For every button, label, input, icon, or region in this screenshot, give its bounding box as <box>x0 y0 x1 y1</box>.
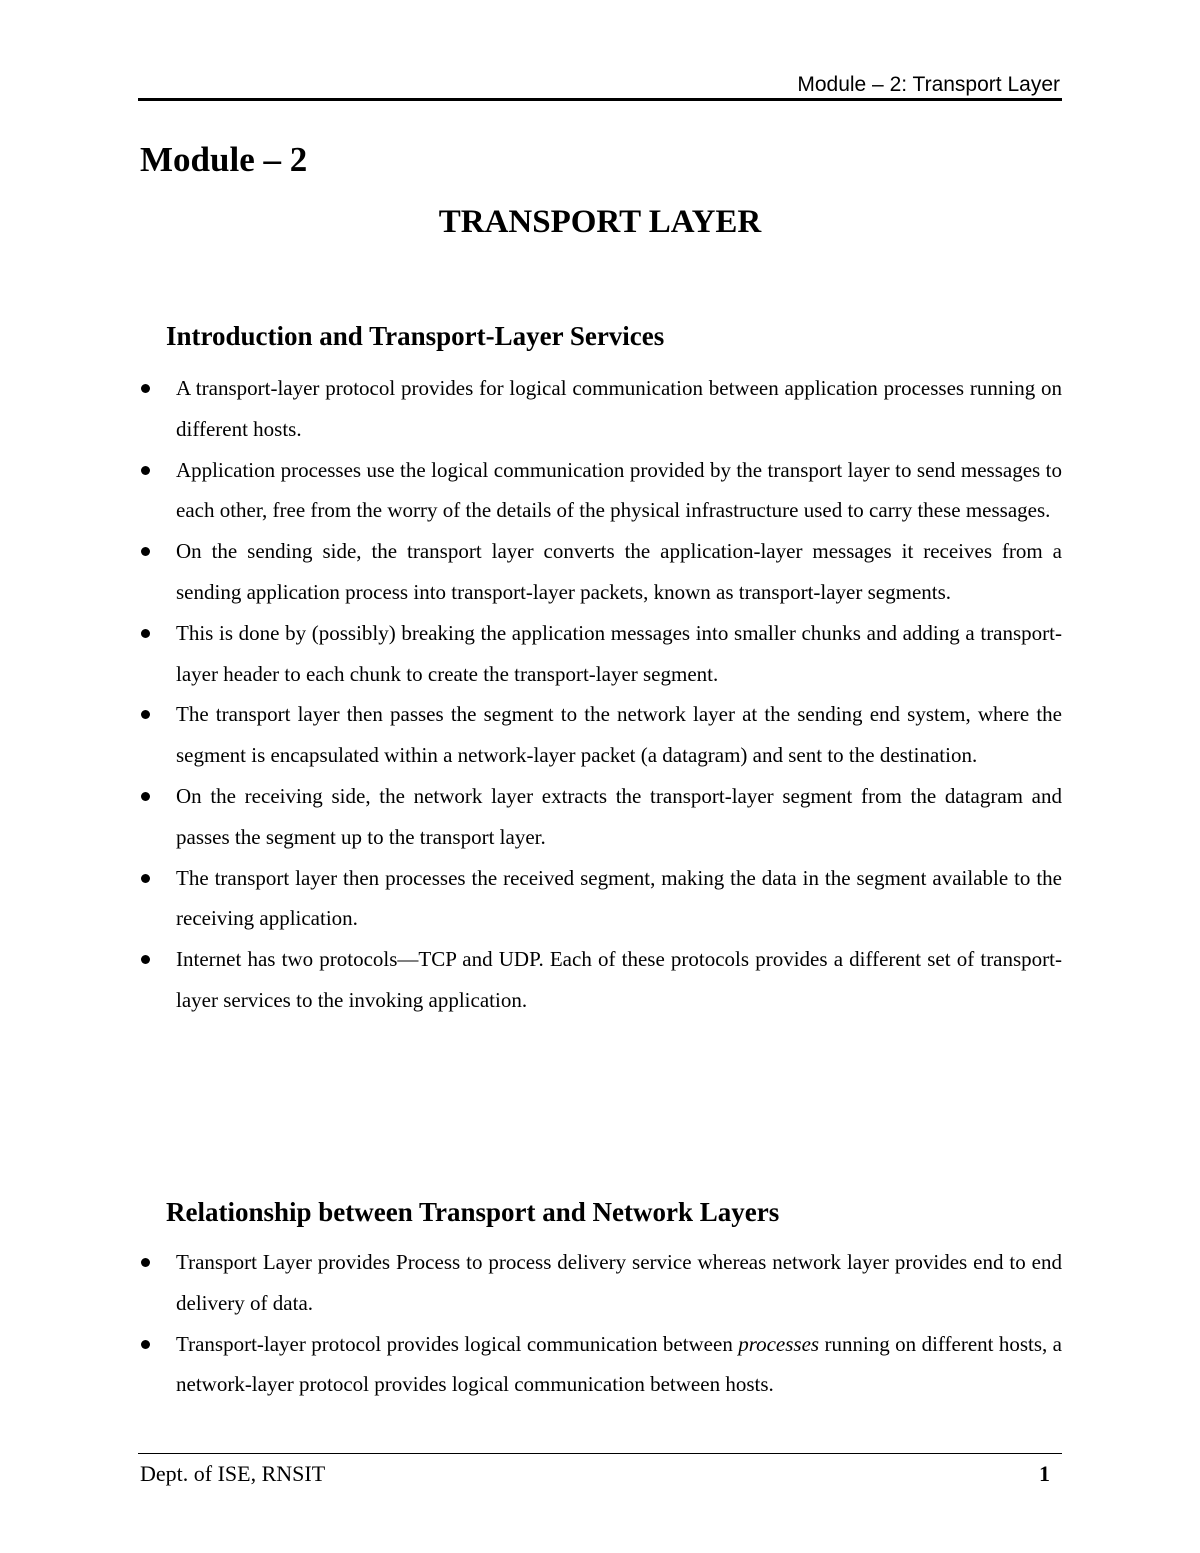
section-heading: Introduction and Transport-Layer Services <box>166 321 665 351</box>
list-item <box>140 694 1062 776</box>
list-item <box>140 939 1062 1021</box>
bullet-list <box>140 368 1062 1021</box>
list-item-text-after: running on different hosts, a network-layer protocol provides logical communication between hosts. <box>176 1331 1062 1397</box>
document-title: TRANSPORT LAYER <box>438 204 762 240</box>
list-item <box>140 1324 1062 1406</box>
bullet-icon <box>141 629 150 638</box>
list-item-text: On the receiving side, the network layer extracts the transport-layer segment from the datagram and passes the segment up to the transport layer. <box>176 783 1062 849</box>
list-item-text: On the sending side, the transport layer converts the application-layer messages it receives from a sending application process into transport-layer packets, known as transport-layer segments. <box>176 539 1062 604</box>
list-item <box>140 368 1062 450</box>
bullet-icon <box>141 466 150 475</box>
bullet-icon <box>141 710 150 719</box>
list-item <box>140 776 1062 858</box>
module-title: Module – 2 <box>140 140 308 179</box>
page-number: 1 <box>1039 1461 1050 1486</box>
list-item <box>140 613 1062 695</box>
header-rule <box>138 98 1062 101</box>
section-heading: Relationship between Transport and Network Layers <box>166 1197 780 1227</box>
list-item <box>140 1242 1062 1324</box>
bullet-icon <box>141 1340 150 1349</box>
list-item <box>140 450 1062 532</box>
list-item <box>140 531 1062 613</box>
bullet-icon <box>141 955 150 964</box>
footer-department: Dept. of ISE, RNSIT <box>140 1461 326 1486</box>
bullet-icon <box>141 384 150 393</box>
list-item-text: Internet has two protocols—TCP and UDP. Each of these protocols provides a different set of transport-layer services to the invoking application. <box>176 947 1062 1012</box>
list-item-text: The transport layer then processes the received segment, making the data in the segment available to the receiving application. <box>176 865 1062 931</box>
list-item-text: Transport Layer provides Process to process delivery service whereas network layer provides end to end delivery of data. <box>176 1250 1062 1315</box>
list-item-text: The transport layer then passes the segment to the network layer at the sending end system, where the segment is encapsulated within a network-layer packet (a datagram) and sent to the destination. <box>176 702 1062 768</box>
bullet-list <box>140 1242 1062 1405</box>
list-item-text-before: Transport-layer protocol provides logical communication between <box>176 1331 739 1356</box>
list-item-text: Application processes use the logical communication provided by the transport layer to send messages to each other, free from the worry of the details of the physical infrastructure used to carry these messages. <box>176 457 1062 523</box>
list-item <box>140 858 1062 940</box>
section-transport-layer-services <box>140 318 1062 1021</box>
running-header: Module – 2: Transport Layer <box>797 73 1060 96</box>
bullet-icon <box>141 1258 150 1267</box>
bullet-icon <box>141 792 150 801</box>
bullet-icon <box>141 874 150 883</box>
emphasis-processes: processes <box>738 1331 820 1356</box>
footer-rule <box>138 1453 1062 1454</box>
section-transport-network-relationship <box>140 1194 1062 1405</box>
bullet-icon <box>141 547 150 556</box>
list-item-text: This is done by (possibly) breaking the application messages into smaller chunks and adding a transport-layer header to each chunk to create the transport-layer segment. <box>176 620 1062 686</box>
list-item-text: A transport-layer protocol provides for logical communication between application processes running on different hosts. <box>176 376 1062 441</box>
